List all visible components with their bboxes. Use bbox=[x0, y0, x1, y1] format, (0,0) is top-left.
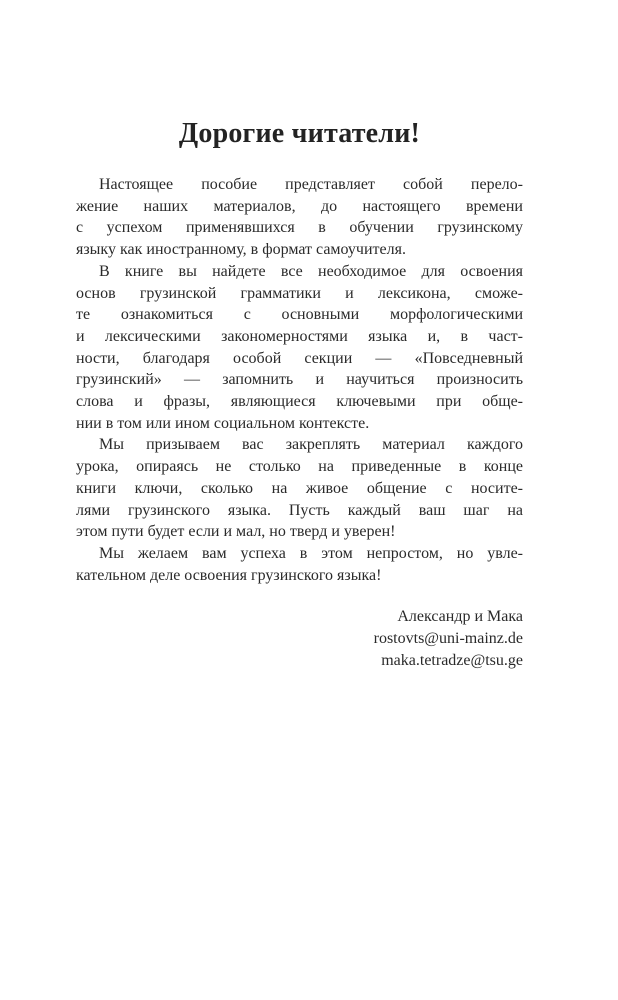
paragraph bbox=[76, 434, 523, 543]
text-line: грузинский» — запомнить и научиться произносить bbox=[76, 371, 523, 389]
text-line: Мы призываем вас закреплять материал каждого bbox=[99, 436, 523, 454]
text-line: Настоящее пособие представляет собой перело- bbox=[99, 176, 523, 193]
text-line: кательном деле освоения грузинского языка! bbox=[76, 566, 382, 584]
signature-email-1: rostovts@uni-mainz.de bbox=[373, 630, 523, 648]
text-line: слова и фразы, являющиеся ключевыми при обще- bbox=[76, 393, 523, 411]
text-line: жение наших материалов, до настоящего времени bbox=[76, 197, 523, 215]
signature-block bbox=[76, 606, 523, 672]
text-line: с успехом применявшихся в обучении грузинскому bbox=[76, 219, 523, 237]
text-line: Мы желаем вам успеха в этом непростом, но увле- bbox=[99, 544, 523, 562]
text-line: лями грузинского языка. Пусть каждый ваш шаг на bbox=[76, 501, 523, 519]
text-line: и лексическими закономерностями языка и, в част- bbox=[76, 327, 523, 345]
page-title: Дорогие читатели! bbox=[178, 118, 421, 149]
text-line: этом пути будет если и мал, но тверд и уверен! bbox=[76, 523, 396, 541]
text-line: языку как иностранному, в формат самоучителя. bbox=[76, 241, 406, 259]
text-line: те ознакомиться с основными морфологическими bbox=[76, 306, 523, 324]
text-line: основ грузинской грамматики и лексикона, сможе- bbox=[76, 284, 523, 302]
signature-author: Александр и Мака bbox=[397, 608, 523, 626]
text-line: В книге вы найдете все необходимое для освоения bbox=[99, 262, 523, 280]
text-line: ности, благодаря особой секции — «Повседневный bbox=[76, 349, 523, 367]
text-line: нии в том или ином социальном контексте. bbox=[76, 414, 370, 432]
text-line: книги ключи, сколько на живое общение с носите- bbox=[76, 479, 523, 497]
paragraph bbox=[76, 174, 523, 261]
signature-email-2: maka.tetradze@tsu.ge bbox=[381, 652, 523, 670]
text-line: урока, опираясь не столько на приведенные в конце bbox=[76, 458, 523, 476]
paragraph bbox=[76, 543, 523, 586]
body-text bbox=[76, 174, 523, 586]
paragraph bbox=[76, 261, 523, 435]
